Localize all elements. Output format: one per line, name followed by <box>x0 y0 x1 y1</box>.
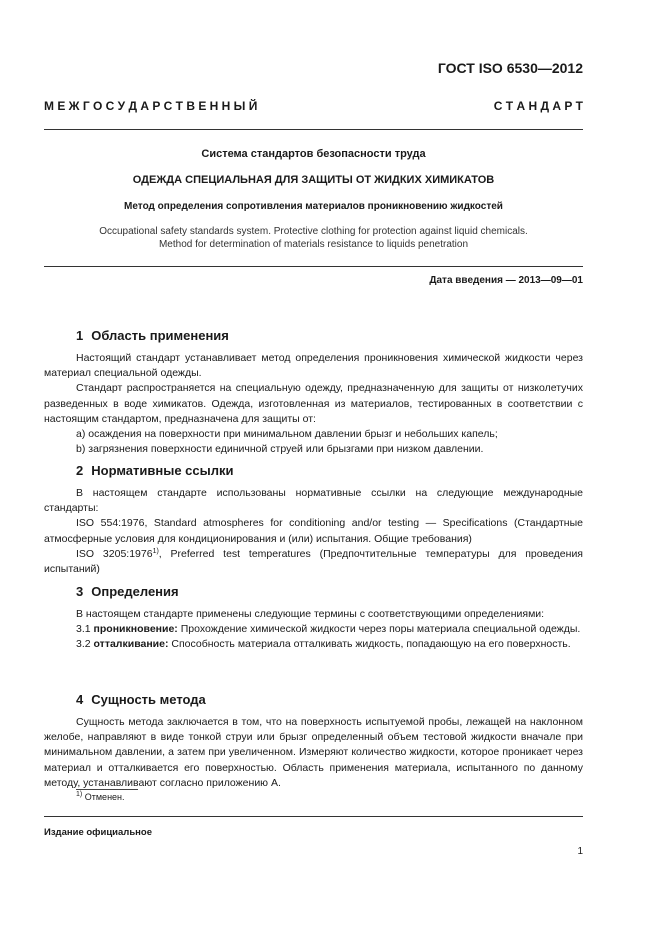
section-4-heading <box>76 692 214 707</box>
footnote-marker[interactable]: 1) <box>152 547 159 555</box>
edition-label: Издание официальное <box>44 827 152 838</box>
term-3-2-number: 3.2 <box>76 638 91 651</box>
banner-right: С Т А Н Д А Р Т <box>493 99 583 113</box>
term-3-1-number: 3.1 <box>76 623 91 636</box>
term-3-1 <box>44 622 583 637</box>
section-1-heading <box>76 328 237 343</box>
section-2-reference-2 <box>44 547 583 577</box>
term-3-2 <box>44 637 583 652</box>
section-3-body <box>44 607 583 653</box>
section-3-paragraph-1: В настоящем стандарте применены следующие термины с соответствующими определениями: <box>76 608 545 620</box>
reference-2-text: , Preferred test temperatures (Предпочтительные температуры для проведения испытаний) <box>44 547 583 576</box>
section-3-number: 3 <box>76 584 84 599</box>
section-3-heading <box>76 584 187 599</box>
top-divider <box>44 129 583 130</box>
section-3-title: Определения <box>91 584 179 599</box>
section-1-body <box>44 351 583 457</box>
section-2-paragraph-1: В настоящем стандарте использованы нормативные ссылки на следующие международные стандарты: <box>44 487 583 515</box>
section-1-item-a: a) осаждения на поверхности при минимальном давлении брызг и небольших капель; <box>76 428 498 441</box>
section-2-body <box>44 486 583 577</box>
section-1-item-b: b) загрязнения поверхности единичной струей или брызгами при низком давлении. <box>76 443 484 456</box>
section-1-paragraph-1: Настоящий стандарт устанавливает метод определения проникновения химической жидкости через материал специальной одежды. <box>44 352 583 380</box>
section-4-title: Сущность метода <box>91 692 206 707</box>
standard-type-banner <box>44 99 583 113</box>
standards-system-title: Система стандартов безопасности труда <box>201 148 426 160</box>
footnote-text: Отменен. <box>84 792 125 802</box>
term-3-1-definition: Прохождение химической жидкости через поры материала специальной одежды. <box>180 623 581 636</box>
footnote-number: 1) <box>76 791 83 798</box>
section-2-heading <box>76 463 241 478</box>
section-1-number: 1 <box>76 328 84 343</box>
english-title-line2: Method for determination of materials resistance to liquids penetration <box>158 239 469 250</box>
page-number: 1 <box>577 846 583 857</box>
section-4-number: 4 <box>76 692 84 707</box>
english-title-line1: Occupational safety standards system. Protective clothing for protection against liquid chemicals. <box>99 226 528 237</box>
section-4-paragraph-1: Сущность метода заключается в том, что на поверхность испытуемой пробы, лежащей на наклонном желобе, направляют в виде тонкой струи или брызг определенный объем тестовой жидкости вначале при минимальном давлении, а затем при увеличенном. Измеряют количество жидкости, которое проникает через материал и отталкивается его поверхностью. Область применения материала, испытанного по данному методу, устанавливают согласно приложению А. <box>44 716 583 789</box>
section-2-reference-1: ISO 554:1976, Standard atmospheres for conditioning and/or testing — Specifications (Стандартные атмосферные условия для кондиционирования и (или) испытания. Общие требования) <box>44 517 583 545</box>
english-title <box>44 225 583 251</box>
document-title: ОДЕЖДА СПЕЦИАЛЬНАЯ ДЛЯ ЗАЩИТЫ ОТ ЖИДКИХ ХИМИКАТОВ <box>132 174 495 186</box>
title-divider <box>44 266 583 267</box>
footer-divider <box>44 816 583 817</box>
section-4-body <box>44 715 583 791</box>
footnote <box>76 792 125 802</box>
term-3-2-name: отталкивание: <box>93 638 169 651</box>
term-3-1-name: проникновение: <box>93 623 178 636</box>
term-3-2-definition: Способность материала отталкивать жидкость, попадающую на его поверхность. <box>171 638 571 651</box>
banner-left: М Е Ж Г О С У Д А Р С Т В Е Н Н Ы Й <box>44 99 258 113</box>
section-2-title: Нормативные ссылки <box>91 463 234 478</box>
section-1-title: Область применения <box>91 328 229 343</box>
document-number: ГОСТ ISO 6530—2012 <box>437 60 583 76</box>
footnote-divider <box>76 789 138 790</box>
section-1-paragraph-2: Стандарт распространяется на специальную одежду, предназначенную для защиты от низколетучих разведенных в воде химикатов. Одежда, изготовленная из материалов, тестированных в соответствии с настоящим стандартом, предназначена для защиты от: <box>44 382 583 425</box>
reference-2-code: ISO 3205:1976 <box>76 547 153 560</box>
introduction-date: Дата введения — 2013—09—01 <box>429 275 583 286</box>
method-subtitle: Метод определения сопротивления материалов проникновению жидкостей <box>124 201 503 212</box>
section-2-number: 2 <box>76 463 84 478</box>
